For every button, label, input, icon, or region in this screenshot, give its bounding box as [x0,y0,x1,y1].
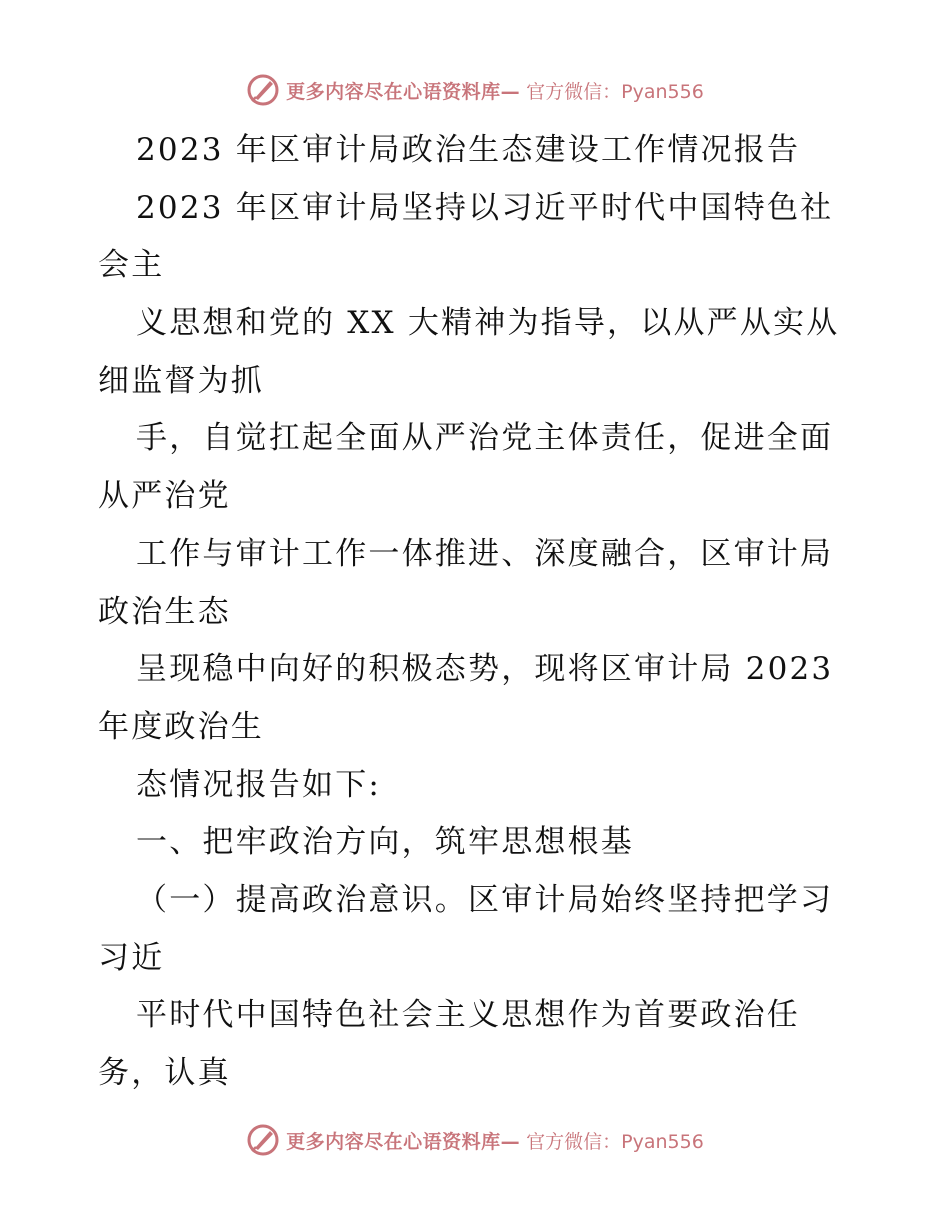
text-line: 义思想和党的 XX 大精神为指导，以从严从实从 [136,305,840,342]
watermark-banner-top [0,70,950,110]
text-line: 手，自觉扛起全面从严治党主体责任，促进全面 [136,420,834,457]
watermark-text: 更多内容尽在心语资料库— [286,80,521,103]
text-line: （一）提高政治意识。区审计局始终坚持把学习 [136,881,834,918]
text-line: 呈现稳中向好的积极态势，现将区审计局 2023 [136,651,834,688]
text-line: 政治生态 [98,593,231,630]
text-line: 习近 [98,939,165,976]
quill-seal-icon [246,73,280,107]
text-line: 务，认真 [98,1055,231,1091]
text-line: 2023 年区审计局政治生态建设工作情况报告 [136,132,801,168]
text-line: 一、把牢政治方向，筑牢思想根基 [136,824,634,861]
text-line: 会主 [98,247,165,284]
text-line: 工作与审计工作一体推进、深度融合，区审计局 [136,535,834,572]
quill-seal-icon [246,1123,280,1157]
watermark-text: 更多内容尽在心语资料库— [286,1130,521,1153]
watermark-contact: 官方微信：Pyan556 [526,80,704,103]
watermark-banner-bottom [0,1120,950,1160]
text-line: 平时代中国特色社会主义思想作为首要政治任 [136,997,800,1034]
document-body [98,122,858,1103]
text-line: 年度政治生 [98,708,264,745]
text-line: 细监督为抓 [98,362,264,399]
watermark-contact: 官方微信：Pyan556 [526,1130,704,1153]
text-line: 从严治党 [98,478,231,515]
text-line: 态情况报告如下: [136,766,382,803]
text-line: 2023 年区审计局坚持以习近平时代中国特色社 [136,189,834,226]
